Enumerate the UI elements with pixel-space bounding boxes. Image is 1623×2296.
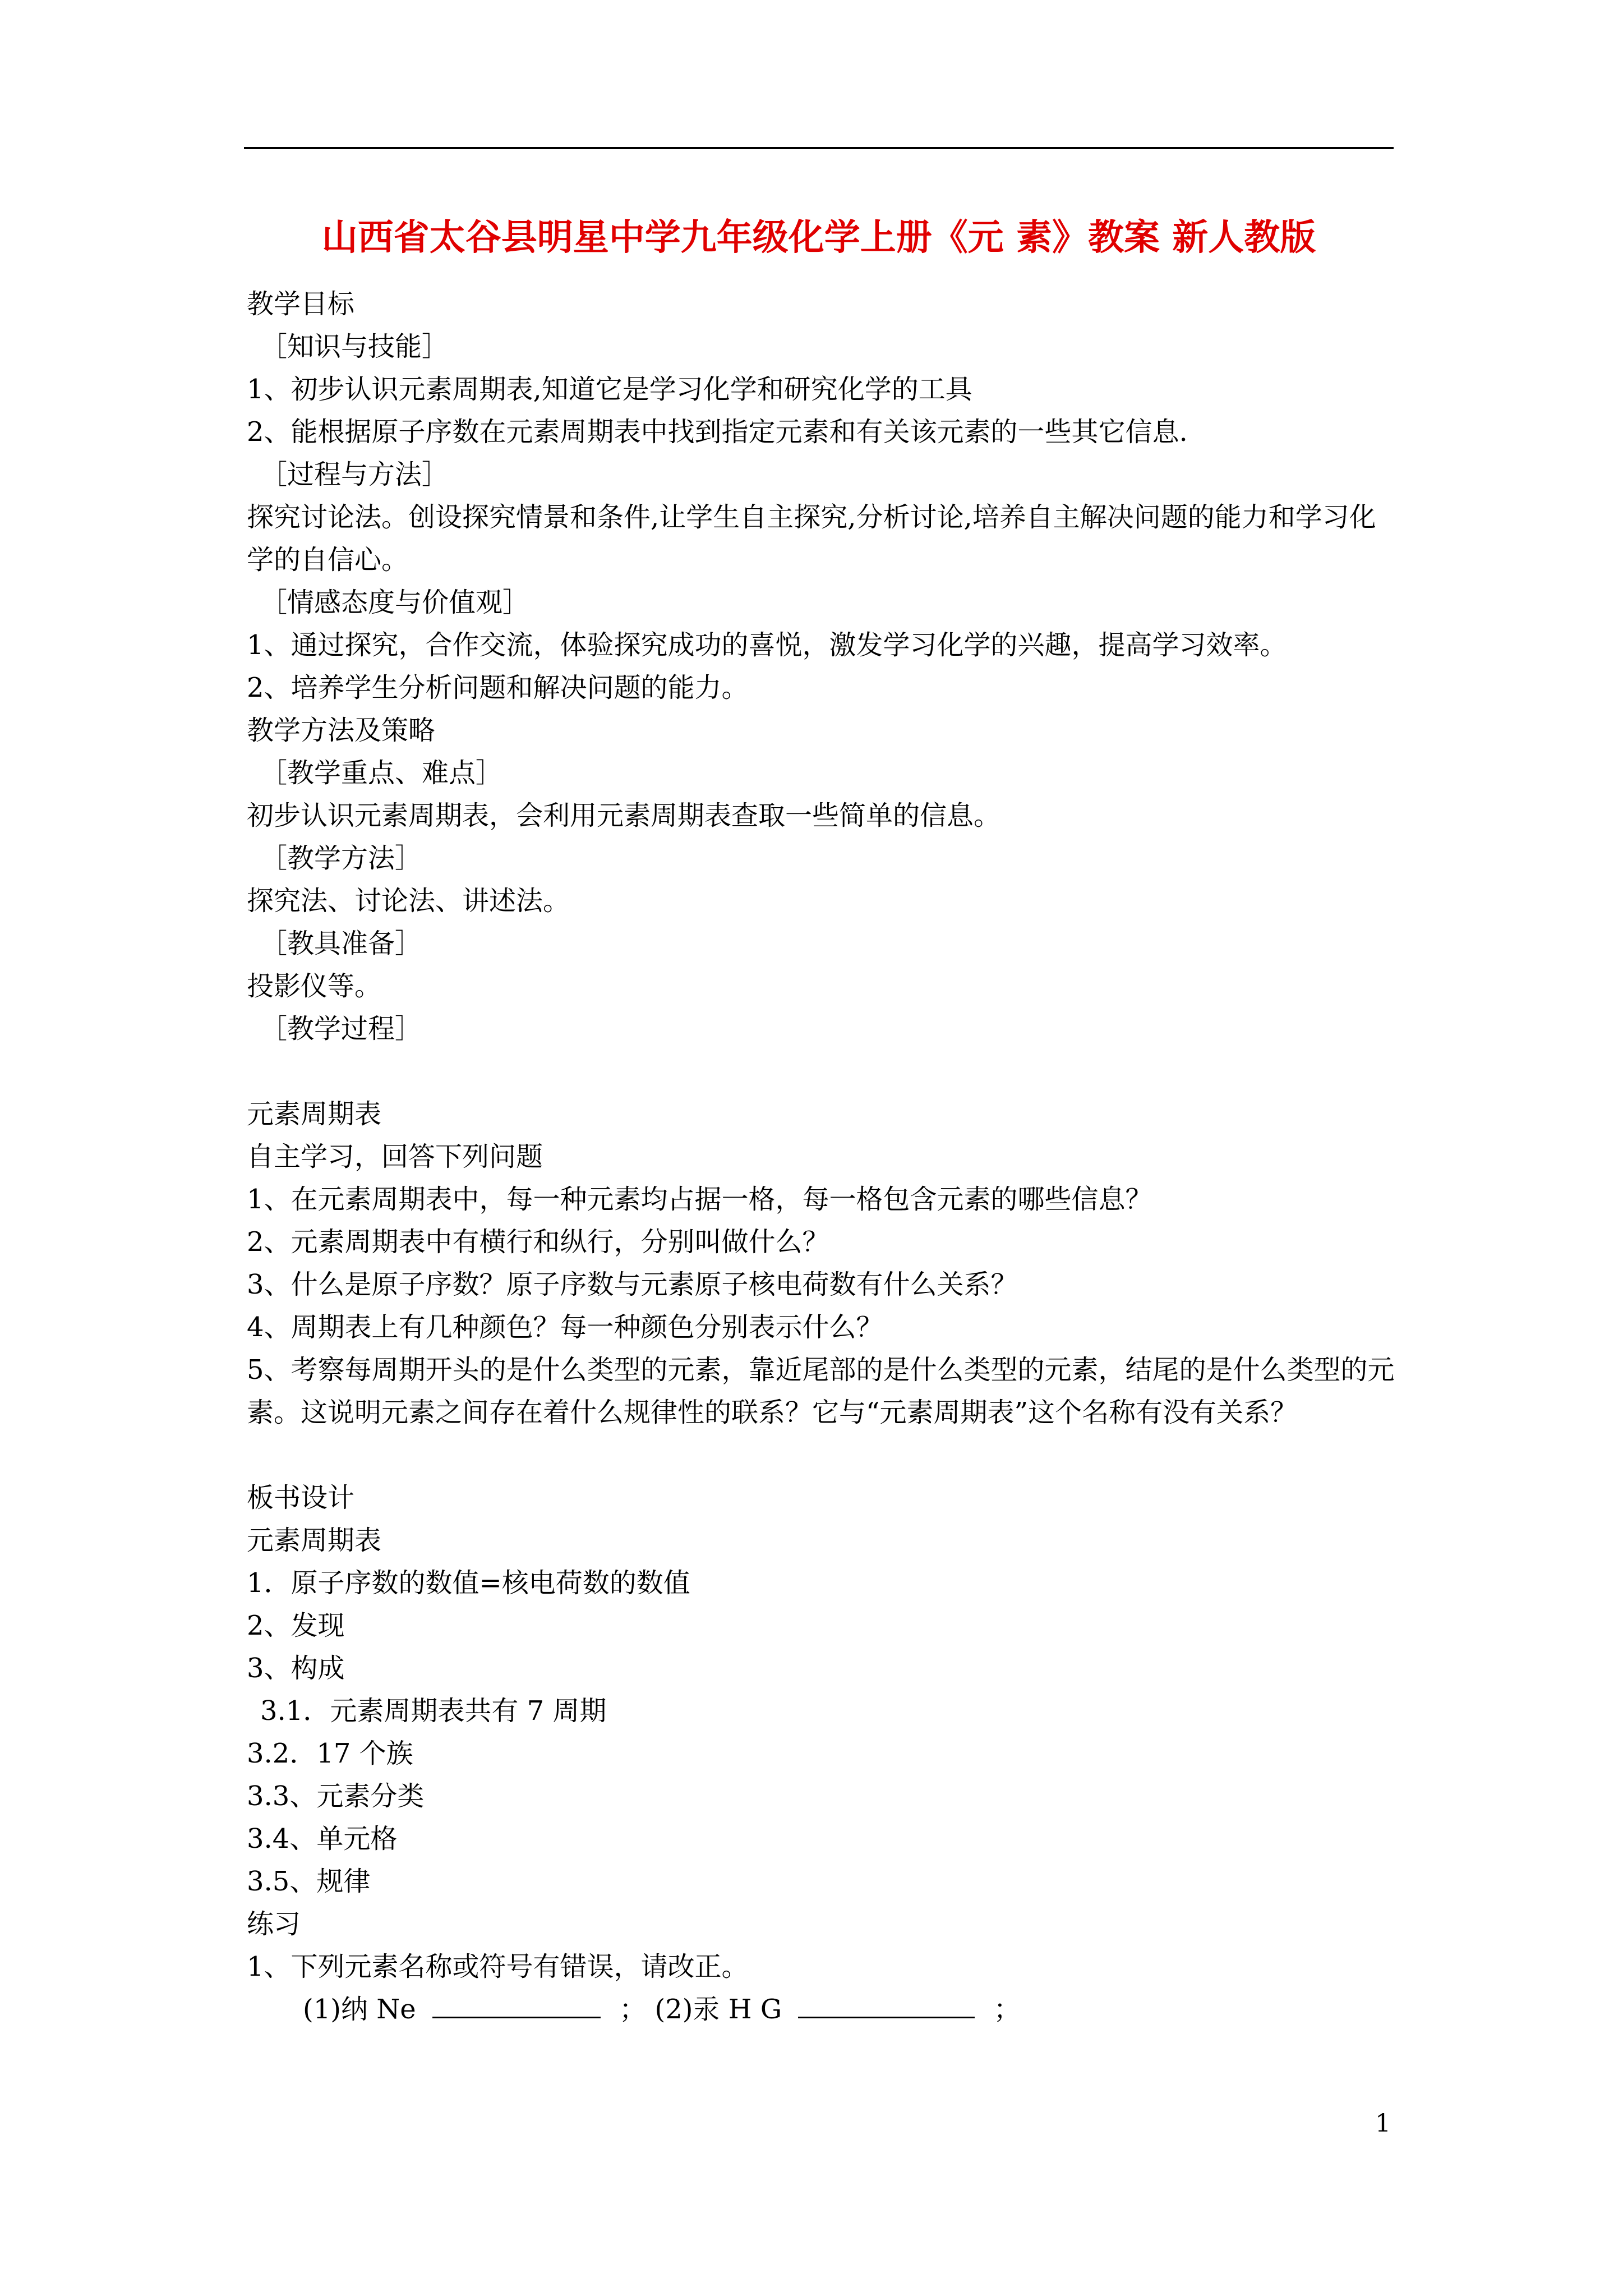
question-item: 5、考察每周期开头的是什么类型的元素，靠近尾部的是什么类型的元素，结尾的是什么类型的元素。这说明元素之间存在着什么规律性的联系？它与“元素周期表”这个名称有没有关系？ bbox=[247, 1354, 1395, 1428]
page-number: 1 bbox=[1375, 2109, 1391, 2138]
text-line: 探究法、讨论法、讲述法。 bbox=[247, 885, 570, 917]
question-item: 4、周期表上有几种颜色？每一种颜色分别表示什么？ bbox=[247, 1312, 883, 1343]
text-line: 元素周期表 bbox=[247, 1525, 382, 1556]
section-heading: 练习 bbox=[247, 1908, 301, 1940]
blank-line bbox=[247, 1050, 1396, 1093]
outline-subitem: 3.3、元素分类 bbox=[247, 1780, 425, 1812]
outline-item: 3、构成 bbox=[247, 1653, 345, 1684]
outline-item: 2、发现 bbox=[247, 1610, 345, 1641]
text-line: 2、能根据原子序数在元素周期表中找到指定元素和有关该元素的一些其它信息. bbox=[247, 416, 1188, 448]
text-paragraph: 探究讨论法。创设探究情景和条件,让学生自主探究,分析讨论,培养自主解决问题的能力和学习化学的自信心。 bbox=[247, 501, 1376, 576]
answer-blank-1[interactable] bbox=[432, 1990, 601, 2018]
subsection-heading: ［教学重点、难点］ bbox=[260, 757, 503, 789]
outline-subitem: 3.1．元素周期表共有 7 周期 bbox=[260, 1695, 607, 1727]
section-heading: 板书设计 bbox=[247, 1482, 355, 1513]
document-title: 山西省太谷县明星中学九年级化学上册《元 素》教案 新人教版 bbox=[321, 217, 1316, 259]
outline-subitem: 3.5、规律 bbox=[247, 1866, 371, 1897]
text-line: 投影仪等。 bbox=[247, 970, 382, 1002]
subsection-heading: ［教学方法］ bbox=[260, 843, 422, 874]
subsection-heading: ［教具准备］ bbox=[260, 928, 422, 959]
exercise-separator: ； bbox=[619, 1994, 647, 2025]
subsection-heading: ［情感态度与价值观］ bbox=[260, 587, 530, 618]
outline-subitem: 3.2．17 个族 bbox=[247, 1738, 413, 1769]
section-heading: 教学方法及策略 bbox=[247, 715, 436, 746]
text-line: 初步认识元素周期表，会利用元素周期表查取一些简单的信息。 bbox=[247, 800, 1001, 831]
section-heading: 元素周期表 bbox=[247, 1098, 382, 1130]
question-item: 3、什么是原子序数？原子序数与元素原子核电荷数有什么关系？ bbox=[247, 1269, 1018, 1300]
subsection-heading: ［教学过程］ bbox=[260, 1013, 422, 1045]
subsection-heading: ［知识与技能］ bbox=[260, 331, 449, 362]
text-line: 2、培养学生分析问题和解决问题的能力。 bbox=[247, 672, 749, 703]
exercise-prompt: 1、下列元素名称或符号有错误，请改正。 bbox=[247, 1951, 749, 1982]
question-item: 2、元素周期表中有横行和纵行，分别叫做什么？ bbox=[247, 1226, 829, 1258]
exercise-item-2: (2)汞 H G bbox=[654, 1994, 782, 2025]
exercise-item-1: (1)纳 Ne bbox=[303, 1994, 416, 2025]
subsection-heading: ［过程与方法］ bbox=[260, 459, 449, 490]
document-body bbox=[247, 283, 1396, 2031]
text-line: 1、初步认识元素周期表,知道它是学习化学和研究化学的工具 bbox=[247, 374, 972, 405]
outline-subitem: 3.4、单元格 bbox=[247, 1823, 398, 1855]
header-rule bbox=[244, 147, 1394, 149]
section-heading: 教学目标 bbox=[247, 288, 355, 320]
outline-item: 1．原子序数的数值=核电荷数的数值 bbox=[247, 1567, 690, 1599]
text-line: 1、通过探究，合作交流，体验探究成功的喜悦，激发学习化学的兴趣，提高学习效率。 bbox=[247, 629, 1287, 661]
answer-blank-2[interactable] bbox=[798, 1990, 975, 2018]
exercise-line bbox=[247, 1988, 1396, 2031]
exercise-end: ； bbox=[993, 1994, 1021, 2025]
question-item: 1、在元素周期表中，每一种元素均占据一格，每一格包含元素的哪些信息？ bbox=[247, 1184, 1152, 1215]
text-line: 自主学习，回答下列问题 bbox=[247, 1141, 543, 1172]
blank-line bbox=[247, 1434, 1396, 1476]
